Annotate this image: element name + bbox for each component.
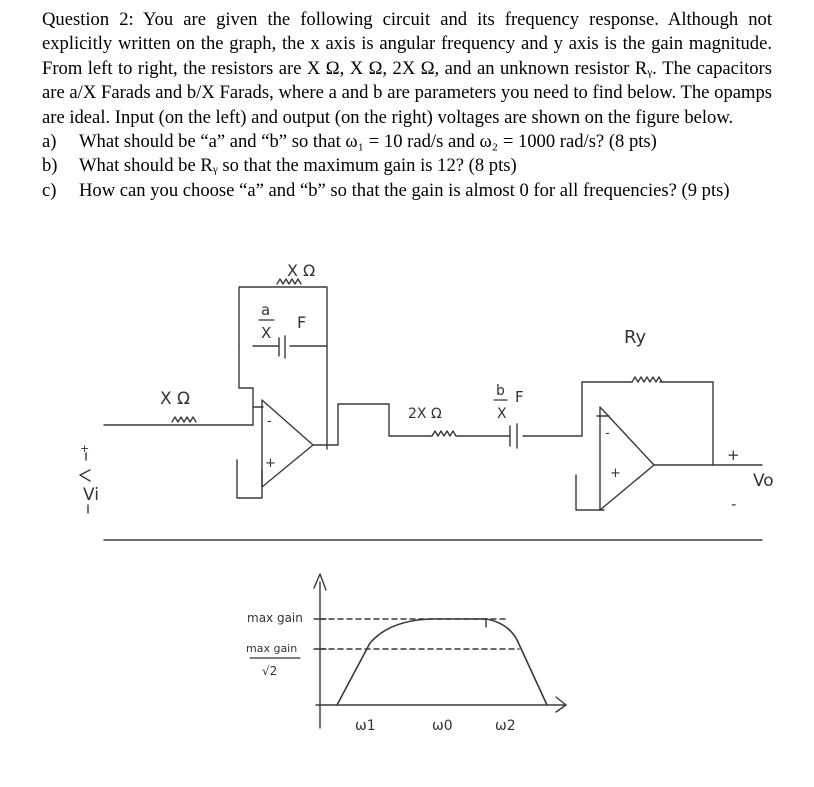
question-intro: Question 2: You are given the following circuit and its frequency response. Although not explicitly written on the graph, the x axis is angular frequency and y axis is the gain magnitude. From left to right, the resistors are X Ω, X Ω, 2X Ω, and an unknown resistor Rᵧ. The capacitors are a/X Farads and b/X Farads, where a and b are parameters you need to find below. The opamps are ideal. Input (on the left) and output (on the right) voltages are shown on the figure below. [42, 9, 772, 128]
opamp1-plus-label: + [265, 456, 276, 471]
vo-minus-label: - [731, 495, 737, 513]
capacitor-series [510, 424, 517, 448]
input-resistor-label: X Ω [160, 389, 191, 409]
frequency-response-graph [314, 574, 566, 728]
capacitor-feedback [279, 336, 285, 358]
resistor-series [432, 431, 456, 436]
cap1-numerator: a [261, 301, 271, 319]
w1-label: ω1 [355, 718, 376, 734]
vo-plus-label: + [727, 446, 740, 464]
part-text: What should be Rᵧ so that the maximum gain is 12? (8 pts) [79, 155, 517, 177]
part-marker: c) [42, 179, 57, 201]
part-marker: b) [42, 155, 58, 177]
cap2-denominator: X [497, 406, 507, 422]
cap2-numerator: b [496, 383, 505, 399]
part-text: How can you choose “a” and “b” so that the gain is almost 0 for all frequencies? (9 pts) [79, 179, 730, 201]
half-power-label-top: max gain [246, 642, 298, 655]
resistor-input [172, 417, 196, 422]
opamp2-plus-label: + [610, 466, 621, 481]
cap1-denominator: X [261, 324, 272, 342]
ry-label: Ry [624, 327, 647, 348]
response-curve [337, 619, 547, 705]
cap1-unit: F [297, 313, 307, 332]
series-resistor-label: 2X Ω [408, 406, 442, 422]
half-power-label-bottom: √2 [262, 664, 278, 678]
opamp2-minus-label: - [605, 426, 610, 441]
feedback-resistor-label: X Ω [287, 261, 316, 280]
vo-label: Vo [753, 471, 774, 491]
max-gain-label: max gain [247, 611, 303, 625]
cap2-unit: F [515, 388, 524, 406]
resistor-ry [632, 377, 662, 382]
w0-label: ω0 [432, 718, 453, 734]
part-marker: a) [42, 131, 57, 153]
opamp1-minus-label: - [267, 414, 272, 429]
w2-label: ω2 [495, 718, 516, 734]
part-text: What should be “a” and “b” so that ω₁ = 10 rad/s and ω₂ = 1000 rad/s? (8 pts) [79, 131, 657, 153]
opamp-2 [600, 407, 654, 510]
vi-plus-label: + [80, 442, 90, 455]
vi-label: Vi [83, 485, 99, 505]
